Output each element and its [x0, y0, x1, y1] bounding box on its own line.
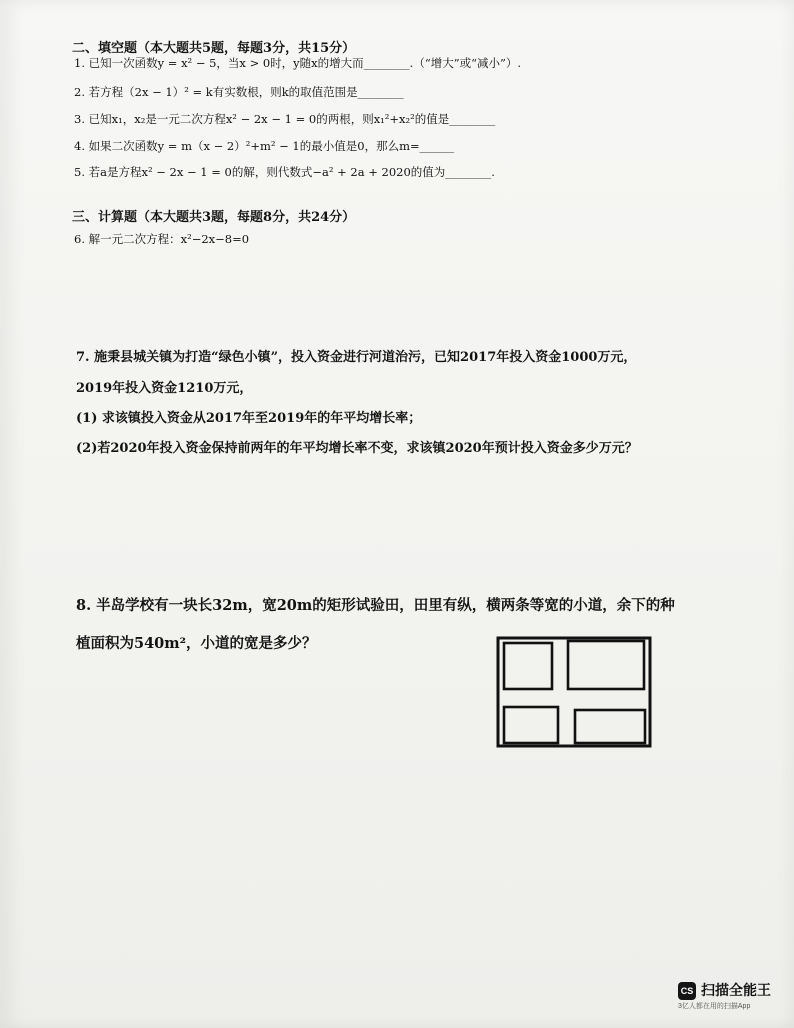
- question-2: 2. 若方程（2x − 1）² = k有实数根，则k的取值范围是________: [74, 85, 404, 99]
- question-6: 6. 解一元二次方程：x²−2x−8=0: [74, 232, 250, 246]
- fill-blank-heading: 二、填空题（本大题共5题，每题3分，共15分）: [72, 41, 356, 56]
- scanner-watermark: [678, 978, 790, 1018]
- question-7-line-2: 2019年投入资金1210万元，: [76, 381, 253, 396]
- question-8-line-1: 8. 半岛学校有一块长32m，宽20m的矩形试验田，田里有纵，横两条等宽的小道，余下的种: [76, 597, 675, 614]
- plot-bottom-right: [575, 710, 645, 743]
- question-1: 1. 已知一次函数y = x² − 5，当x > 0时，y随x的增大而________.（“增大”或“减小”）.: [74, 56, 521, 70]
- question-8-line-2: 植面积为540m²，小道的宽是多少？: [76, 635, 317, 652]
- calc-heading: 三、计算题（本大题共3题，每题8分，共24分）: [72, 210, 356, 225]
- scanner-brand-name: 扫描全能王: [701, 982, 771, 998]
- scanner-logo-icon: CS: [678, 982, 696, 1000]
- question-7-line-1: 7. 施秉县城关镇为打造“绿色小镇”，投入资金进行河道治污，已知2017年投入资金1000万元，: [76, 350, 637, 365]
- scanner-slogan: 3亿人都在用的扫描App: [678, 1003, 751, 1010]
- plot-bottom-left: [504, 707, 558, 743]
- field-diagram: [496, 636, 652, 748]
- plot-top-left: [504, 643, 552, 689]
- question-3: 3. 已知x₁，x₂是一元二次方程x² − 2x − 1 = 0的两根，则x₁²+x₂²的值是________: [74, 112, 496, 126]
- plot-top-right: [568, 641, 644, 689]
- question-5: 5. 若a是方程x² − 2x − 1 = 0的解，则代数式−a² + 2a + 2020的值为________.: [74, 165, 495, 179]
- field-diagram-svg: [496, 636, 652, 748]
- question-7-part-1: (1) 求该镇投入资金从2017年至2019年的年平均增长率；: [76, 411, 422, 426]
- question-7-part-2: (2)若2020年投入资金保持前两年的年平均增长率不变，求该镇2020年预计投入资金多少万元？: [76, 441, 638, 456]
- question-4: 4. 如果二次函数y = m（x − 2）²+m² − 1的最小值是0，那么m=______: [74, 139, 455, 153]
